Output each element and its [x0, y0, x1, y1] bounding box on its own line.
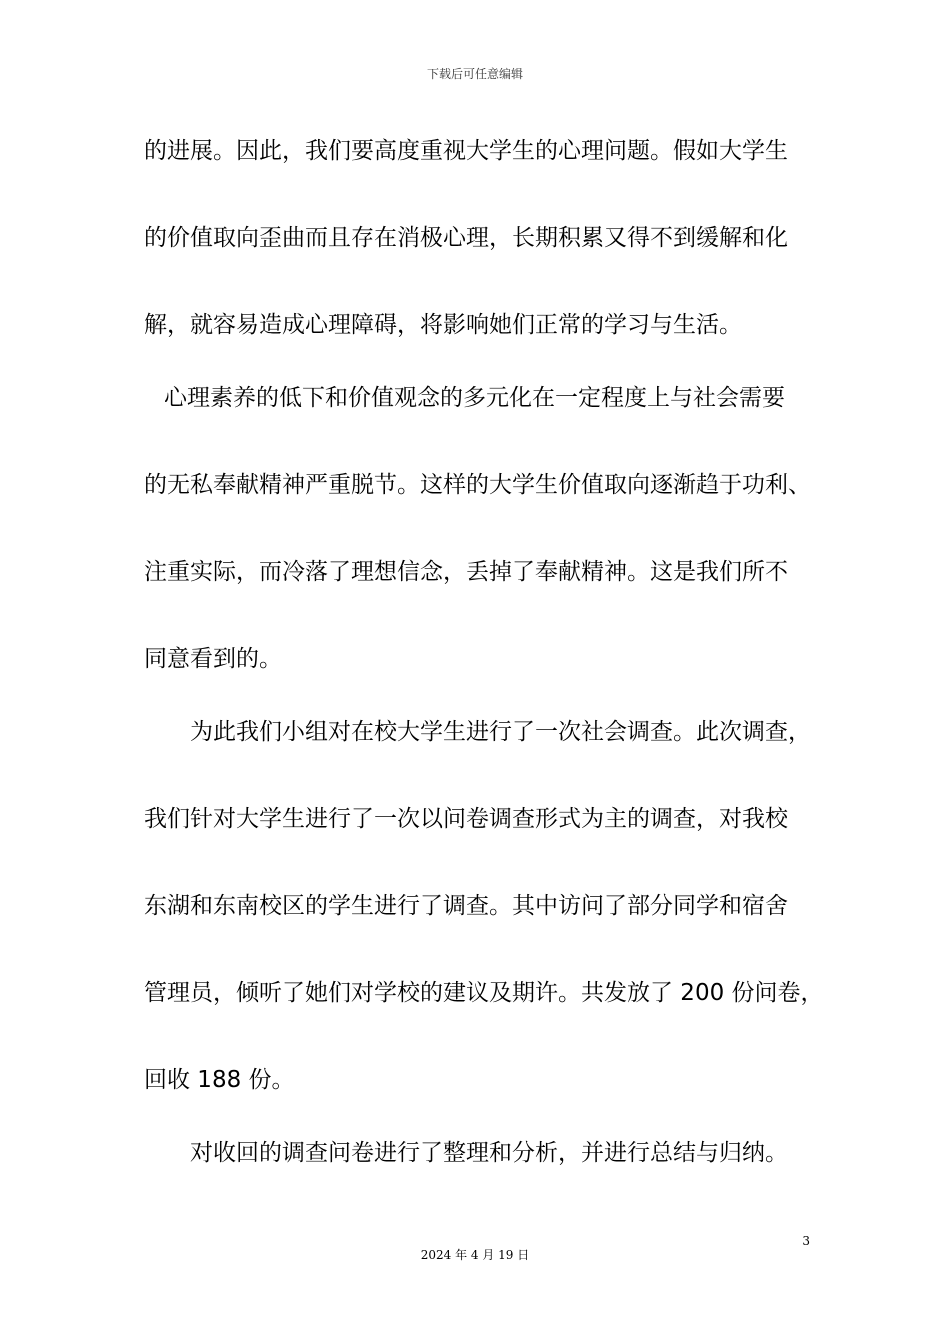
body-line: 为此我们小组对在校大学生进行了一次社会调查。此次调查， [190, 719, 811, 745]
body-line: 东湖和东南校区的学生进行了调查。其中访问了部分同学和宿舍 [144, 893, 788, 919]
body-line: 回收 188 份。 [144, 1067, 295, 1093]
page-header: 下载后可任意编辑 [426, 67, 523, 81]
body-line: 解，就容易造成心理障碍，将影响她们正常的学习与生活。 [144, 312, 742, 338]
body-line: 管理员，倾听了她们对学校的建议及期许。共发放了 200 份问卷， [144, 980, 824, 1006]
body-line: 对收回的调查问卷进行了整理和分析，并进行总结与归纳。 [190, 1140, 788, 1166]
page-number: 3 [802, 1234, 810, 1248]
body-line: 的进展。因此，我们要高度重视大学生的心理问题。假如大学生 [144, 138, 788, 164]
body-line: 的价值取向歪曲而且存在消极心理，长期积累又得不到缓解和化 [144, 225, 788, 251]
page-footer-date: 2024 年 4 月 19 日 [420, 1248, 530, 1262]
body-line: 心理素养的低下和价值观念的多元化在一定程度上与社会需要 [164, 385, 785, 411]
body-line: 注重实际，而冷落了理想信念，丢掉了奉献精神。这是我们所不 [144, 559, 788, 585]
body-line: 同意看到的。 [144, 646, 282, 672]
body-line: 的无私奉献精神严重脱节。这样的大学生价值取向逐渐趋于功利、 [144, 472, 811, 498]
body-line: 我们针对大学生进行了一次以问卷调查形式为主的调查，对我校 [144, 806, 788, 832]
